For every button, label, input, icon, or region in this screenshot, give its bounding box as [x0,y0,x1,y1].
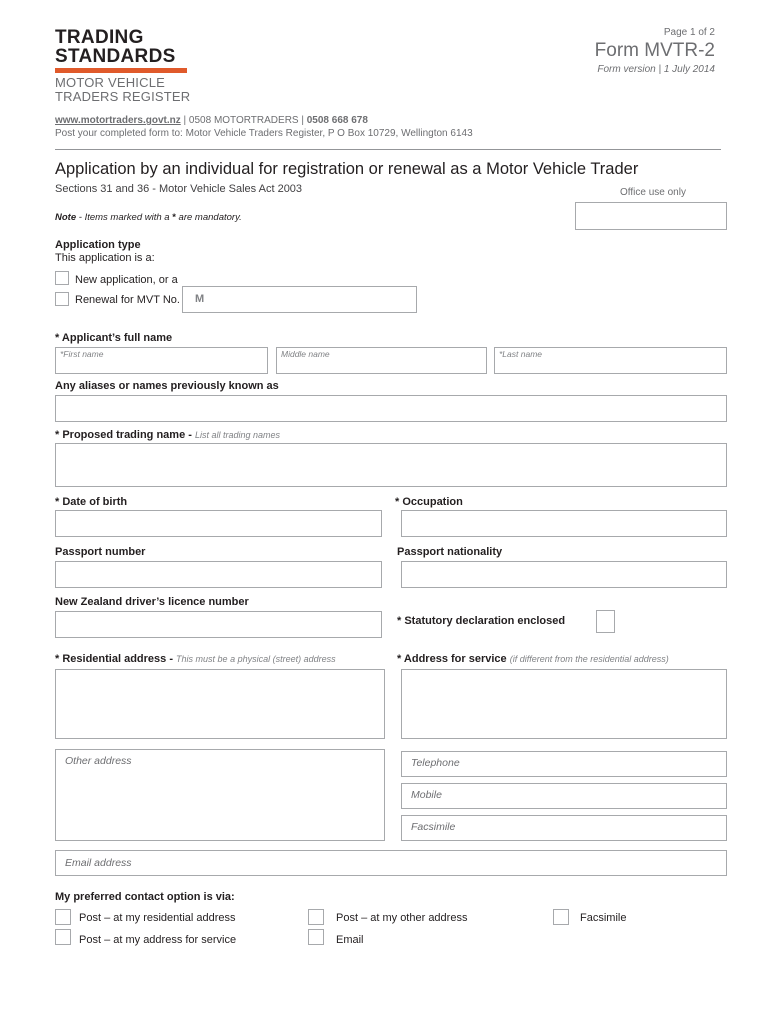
note-star: * [172,212,176,223]
residential-label: * Residential address - [55,653,177,665]
last-name-placeholder: *Last name [499,349,542,359]
passport-nationality-input[interactable] [401,561,727,588]
application-type-heading: Application type [55,239,141,251]
last-name-input[interactable] [494,347,727,374]
logo-line-2: STANDARDS [55,46,176,67]
mobile-input[interactable] [401,783,727,809]
note-text-end: are mandatory. [175,212,242,223]
facsimile-checkbox[interactable] [553,909,569,925]
phone-text: 0508 MOTORTRADERS [188,115,299,126]
service-label: * Address for service [397,653,510,665]
post-instructions: Post your completed form to: Motor Vehicle Traders Register, P O Box 10729, Wellington 6143 [55,128,473,139]
residential-hint: This must be a physical (street) address [176,654,336,664]
post-other-checkbox[interactable] [308,909,324,925]
other-address-input[interactable] [55,749,385,841]
occupation-heading: * Occupation [395,496,463,508]
mobile-placeholder: Mobile [411,789,442,801]
email-placeholder: Email address [65,857,132,869]
separator: | [180,115,189,126]
logo-line-3: MOTOR VEHICLE [55,75,165,90]
page-info: Page 1 of 2 [663,27,715,38]
middle-name-input[interactable] [276,347,487,374]
office-use-label: Office use only [620,187,686,198]
service-hint: (if different from the residential address) [509,654,669,664]
mvt-prefix: M [195,293,205,305]
first-name-input[interactable] [55,347,268,374]
statutory-heading: * Statutory declaration enclosed [397,615,566,627]
statutory-checkbox[interactable] [596,610,615,633]
renewal-label: Renewal for MVT No. [75,294,180,306]
form-version: Form version | 1 July 2014 [597,64,715,75]
dob-input[interactable] [55,510,382,537]
residential-address-input[interactable] [55,669,385,739]
post-service-checkbox[interactable] [55,929,71,945]
mvt-number-input[interactable] [182,286,417,313]
post-residential-checkbox[interactable] [55,909,71,925]
post-residential-label: Post – at my residential address [79,912,236,924]
passport-nationality-heading: Passport nationality [397,546,503,558]
middle-name-placeholder: Middle name [281,349,330,359]
note-text: - Items marked with a [76,212,173,223]
act-sections: Sections 31 and 36 - Motor Vehicle Sales Act 2003 [55,183,303,195]
new-application-label: New application, or a [75,274,178,286]
aliases-input[interactable] [55,395,727,422]
first-name-placeholder: *First name [60,349,104,359]
occupation-input[interactable] [401,510,727,537]
dob-heading: * Date of birth [55,496,128,508]
other-address-placeholder: Other address [65,755,132,767]
licence-heading: New Zealand driver’s licence number [55,596,249,608]
post-other-label: Post – at my other address [336,912,468,924]
passport-number-input[interactable] [55,561,382,588]
trading-standards-logo [55,28,195,104]
logo-accent-bar [55,68,187,73]
telephone-placeholder: Telephone [411,757,460,769]
trading-name-heading [55,429,280,441]
renewal-checkbox[interactable] [55,292,69,306]
new-application-checkbox[interactable] [55,271,69,285]
preferred-contact-heading: My preferred contact option is via: [55,891,235,903]
application-type-subheading: This application is a: [55,252,155,264]
header-divider [55,149,721,150]
facsimile-input[interactable] [401,815,727,841]
trading-name-input[interactable] [55,443,727,487]
form-name: Form MVTR-2 [594,40,715,61]
mandatory-note [55,212,242,223]
email-label: Email [336,934,364,946]
contact-line [55,115,368,126]
trading-name-hint: List all trading names [194,430,281,440]
telephone-input[interactable] [401,751,727,777]
service-heading [397,653,669,665]
trading-name-label: * Proposed trading name - [55,429,195,441]
residential-heading [55,653,336,665]
office-use-box [575,202,727,230]
service-address-input[interactable] [401,669,727,739]
aliases-heading: Any aliases or names previously known as [55,380,279,392]
passport-number-heading: Passport number [55,546,146,558]
page-title: Application by an individual for registration or renewal as a Motor Vehicle Trader [55,160,639,178]
separator: | [298,115,307,126]
email-input[interactable] [55,850,727,876]
post-service-label: Post – at my address for service [79,934,237,946]
note-label: Note [55,212,77,223]
facsimile-placeholder: Facsimile [411,821,456,833]
applicant-name-heading: * Applicant’s full name [55,332,173,344]
logo-line-1: TRADING [55,27,144,48]
phone-number: 0508 668 678 [306,115,368,126]
email-checkbox[interactable] [308,929,324,945]
licence-input[interactable] [55,611,382,638]
website-link[interactable]: www.motortraders.govt.nz [55,115,181,126]
facsimile-label: Facsimile [580,912,627,924]
logo-line-4: TRADERS REGISTER [55,89,191,104]
